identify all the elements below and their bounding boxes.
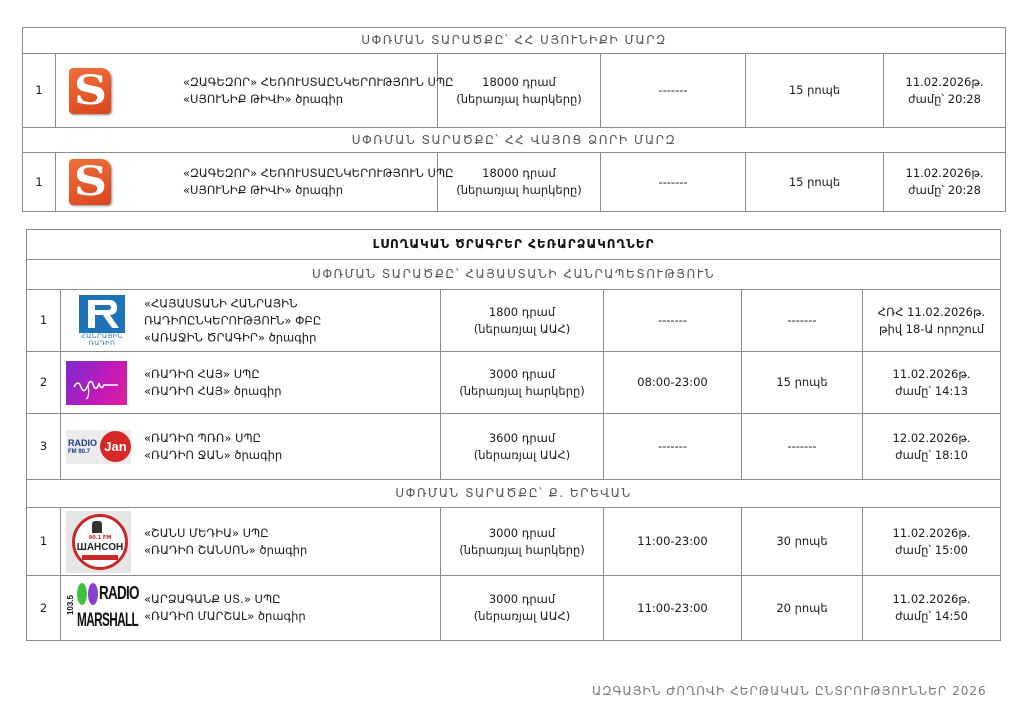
price-cell: 3000 դրամ (ներառյալ հարկերը): [441, 508, 604, 576]
table-row: [27, 508, 1001, 576]
time-cell: 11:00-23:00: [604, 508, 742, 576]
page-footer: ԱԶԳԱՅԻՆ ԺՈՂՈՎԻ ՀԵՐԹԱԿԱՆ ԸՆՏՐՈՒԹՅՈՒՆՆԵՐ 2026: [592, 684, 987, 698]
row-number: 1: [27, 508, 61, 576]
syunik-tv-logo-icon: S: [69, 159, 111, 205]
table-row: [27, 352, 1001, 414]
broadcaster-cell: [61, 290, 441, 352]
row-number: 2: [27, 352, 61, 414]
radio-marshall-logo-icon: 103.5 RADIO MARSHALL: [66, 583, 139, 631]
broadcaster-name: «ՌԱԴԻՈ ՊՌՈ» ՍՊԸ «ՌԱԴԻՈ ՋԱՆ» ծրագիր: [144, 430, 283, 462]
time-cell: -------: [601, 54, 746, 128]
price-cell: 3000 դրամ (ներառյալ հարկերը): [441, 352, 604, 414]
broadcaster-cell: [56, 153, 454, 212]
broadcaster-name: «ԶԱԳԵԶՈՐ» ՀԵՌՈՒՍՏԱԸՆԿԵՐՈՒԹՅՈՒՆ ՍՊԸ «ՍՅՈՒՆԻՔ ԹԻՎԻ» ծրագիր: [183, 74, 454, 106]
region-header-vayots-dzor: ՍՓՌՄԱՆ ՏԱՐԱԾՔԸ՝ ՀՀ ՎԱՅՈՑ ՁՈՐԻ ՄԱՐԶ: [23, 128, 1006, 153]
table-row: [27, 414, 1001, 480]
price-cell: 3600 դրամ (ներառյալ ԱԱՀ): [441, 414, 604, 480]
duration-cell: -------: [742, 414, 863, 480]
table-row: [23, 54, 1006, 128]
row-number: 3: [27, 414, 61, 480]
region-header-yerevan: ՍՓՌՄԱՆ ՏԱՐԱԾՔԸ՝ Ք. ԵՐԵՎԱՆ: [27, 480, 1001, 508]
price-cell: 18000 դրամ (ներառյալ հարկերը): [438, 54, 601, 128]
broadcaster-name: «ՀԱՅԱՍՏԱՆԻ ՀԱՆՐԱՅԻՆ ՌԱԴԻՈԸՆԿԵՐՈՒԹՅՈՒՆ» ՓԲԸ «ԱՌԱՋԻՆ ԾՐԱԳԻՐ» ծրագիր: [144, 296, 322, 344]
duration-cell: 15 րոպե: [742, 352, 863, 414]
time-cell: 11:00-23:00: [604, 576, 742, 641]
row-number: 1: [23, 54, 56, 128]
syunik-tv-logo-icon: S: [69, 68, 111, 114]
broadcaster-cell: [61, 508, 441, 576]
broadcaster-name: «ԱՐՁԱԳԱՆՔ ՍՏ.» ՍՊԸ «ՌԱԴԻՈ ՄԱՐՇԱԼ» ծրագիր: [144, 592, 306, 623]
table-row: [27, 576, 1001, 641]
radio-shanson-logo-icon: 90.1 FM ШАНСОН: [66, 511, 131, 573]
date-cell: 11.02.2026թ. ժամը՝ 14:13: [863, 352, 1001, 414]
duration-cell: 30 րոպե: [742, 508, 863, 576]
duration-cell: 15 րոպե: [746, 54, 884, 128]
row-number: 1: [27, 290, 61, 352]
date-cell: 11.02.2026թ. ժամը՝ 15:00: [863, 508, 1001, 576]
time-cell: -------: [604, 290, 742, 352]
region-header-armenia: ՍՓՌՄԱՆ ՏԱՐԱԾՔԸ՝ ՀԱՅԱՍՏԱՆԻ ՀԱՆՐԱՊԵՏՈՒԹՅՈՒՆ: [27, 260, 1001, 290]
tv-broadcasters-table: [22, 27, 1006, 212]
date-cell: 11.02.2026թ. ժամը՝ 20:28: [884, 153, 1006, 212]
date-cell: 12.02.2026թ. ժամը՝ 18:10: [863, 414, 1001, 480]
time-cell: -------: [601, 153, 746, 212]
public-radio-logo-icon: ՀԱՆՐԱՅԻՆ ՌԱԴԻՈ: [75, 295, 129, 347]
date-cell: 11.02.2026թ. ժամը՝ 20:28: [884, 54, 1006, 128]
broadcaster-cell: [61, 352, 441, 414]
broadcaster-name: «ՌԱԴԻՈ ՀԱՅ» ՍՊԸ «ՌԱԴԻՈ ՀԱՅ» ծրագիր: [144, 366, 282, 398]
broadcaster-cell: [61, 576, 441, 641]
price-cell: 18000 դրամ (ներառյալ հարկերը): [438, 153, 601, 212]
duration-cell: -------: [742, 290, 863, 352]
broadcaster-cell: [56, 54, 454, 128]
date-cell: 11.02.2026թ. ժամը՝ 14:50: [863, 576, 1001, 641]
radio-broadcasters-table: [26, 229, 1001, 641]
row-number: 2: [27, 576, 61, 641]
broadcaster-name: «ՇԱՆՍ ՄԵԴԻԱ» ՍՊԸ «ՌԱԴԻՈ ՇԱՆՍՈՆ» ծրագիր: [144, 525, 308, 557]
price-cell: 3000 դրամ (ներառյալ ԱԱՀ): [441, 576, 604, 641]
table-row: [27, 290, 1001, 352]
duration-cell: 20 րոպե: [742, 576, 863, 641]
table-row: [23, 153, 1006, 212]
radio-hay-logo-icon: [66, 361, 127, 405]
time-cell: 08:00-23:00: [604, 352, 742, 414]
duration-cell: 15 րոպե: [746, 153, 884, 212]
radio-table-title: ԼՍՈՂԱԿԱՆ ԾՐԱԳՐԵՐ ՀԵՌԱՐՁԱԿՈՂՆԵՐ: [27, 230, 1001, 260]
row-number: 1: [23, 153, 56, 212]
broadcaster-cell: [61, 414, 441, 480]
price-cell: 1800 դրամ (ներառյալ ԱԱՀ): [441, 290, 604, 352]
region-header-syunik: ՍՓՌՄԱՆ ՏԱՐԱԾՔԸ՝ ՀՀ ՍՅՈՒՆԻՔԻ ՄԱՐԶ: [23, 28, 1006, 54]
radio-jan-logo-icon: RADIO FM 90.7 Jan: [66, 430, 131, 464]
date-cell: ՀՌՀ 11.02.2026թ. թիվ 18-Ա որոշում: [863, 290, 1001, 352]
time-cell: -------: [604, 414, 742, 480]
broadcaster-name: «ԶԱԳԵԶՈՐ» ՀԵՌՈՒՍՏԱԸՆԿԵՐՈՒԹՅՈՒՆ ՍՊԸ «ՍՅՈՒՆԻՔ ԹԻՎԻ» ծրագիր: [183, 166, 454, 197]
